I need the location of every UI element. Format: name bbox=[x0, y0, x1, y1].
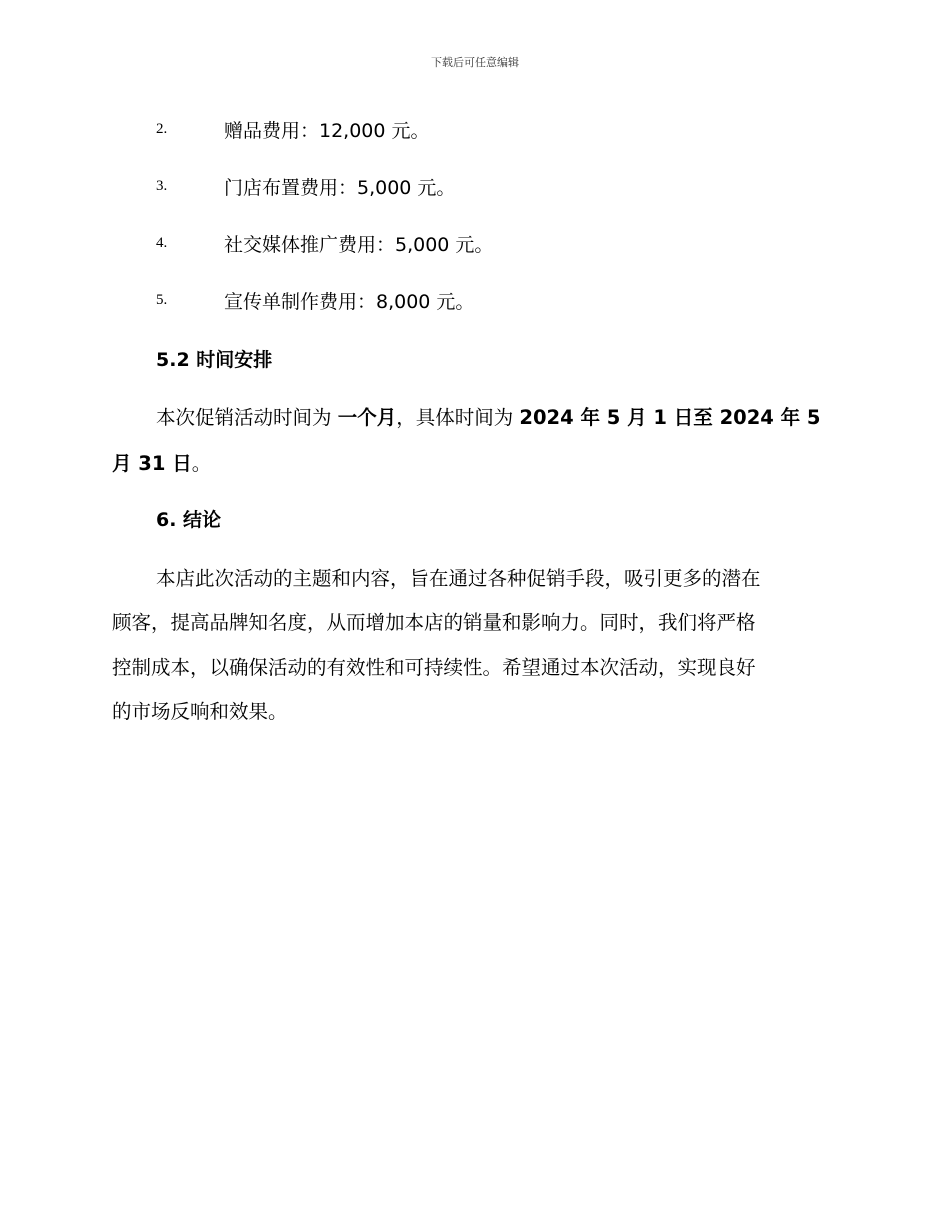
page-header-note: 下载后可任意编辑 bbox=[431, 56, 519, 69]
list-item-text: 宣传单制作费用：8,000 元。 bbox=[224, 290, 475, 313]
section-heading-time: 5.2 时间安排 bbox=[156, 349, 273, 371]
paragraph-text: 本次促销活动时间为 bbox=[156, 406, 338, 429]
list-item-number: 5. bbox=[156, 291, 168, 308]
paragraph-line bbox=[112, 448, 211, 476]
paragraph-line bbox=[156, 402, 820, 430]
section-heading-conclusion: 6. 结论 bbox=[156, 509, 222, 531]
paragraph-line: 控制成本，以确保活动的有效性和可持续性。希望通过本次活动，实现良好 bbox=[112, 656, 756, 679]
paragraph-line: 的市场反响和效果。 bbox=[112, 700, 288, 723]
paragraph-text: 。 bbox=[191, 452, 212, 475]
paragraph-line: 顾客，提高品牌知名度，从而增加本店的销量和影响力。同时，我们将严格 bbox=[112, 611, 756, 634]
list-item bbox=[156, 285, 474, 315]
list-item-number: 3. bbox=[156, 177, 168, 194]
list-item bbox=[156, 228, 493, 258]
date-range-highlight: 2024 年 5 月 1 日至 2024 年 5 bbox=[519, 406, 821, 429]
paragraph-text: ，具体时间为 bbox=[396, 406, 520, 429]
list-item-text: 赠品费用：12,000 元。 bbox=[224, 119, 430, 142]
date-range-highlight: 月 31 日 bbox=[112, 452, 192, 475]
list-item-text: 门店布置费用：5,000 元。 bbox=[224, 176, 456, 199]
duration-highlight: 一个月 bbox=[337, 406, 397, 429]
paragraph-line: 本店此次活动的主题和内容，旨在通过各种促销手段，吸引更多的潜在 bbox=[156, 567, 761, 590]
list-item bbox=[156, 171, 455, 201]
list-item bbox=[156, 114, 430, 144]
list-item-number: 2. bbox=[156, 120, 168, 137]
list-item-number: 4. bbox=[156, 234, 168, 251]
list-item-text: 社交媒体推广费用：5,000 元。 bbox=[224, 233, 494, 256]
